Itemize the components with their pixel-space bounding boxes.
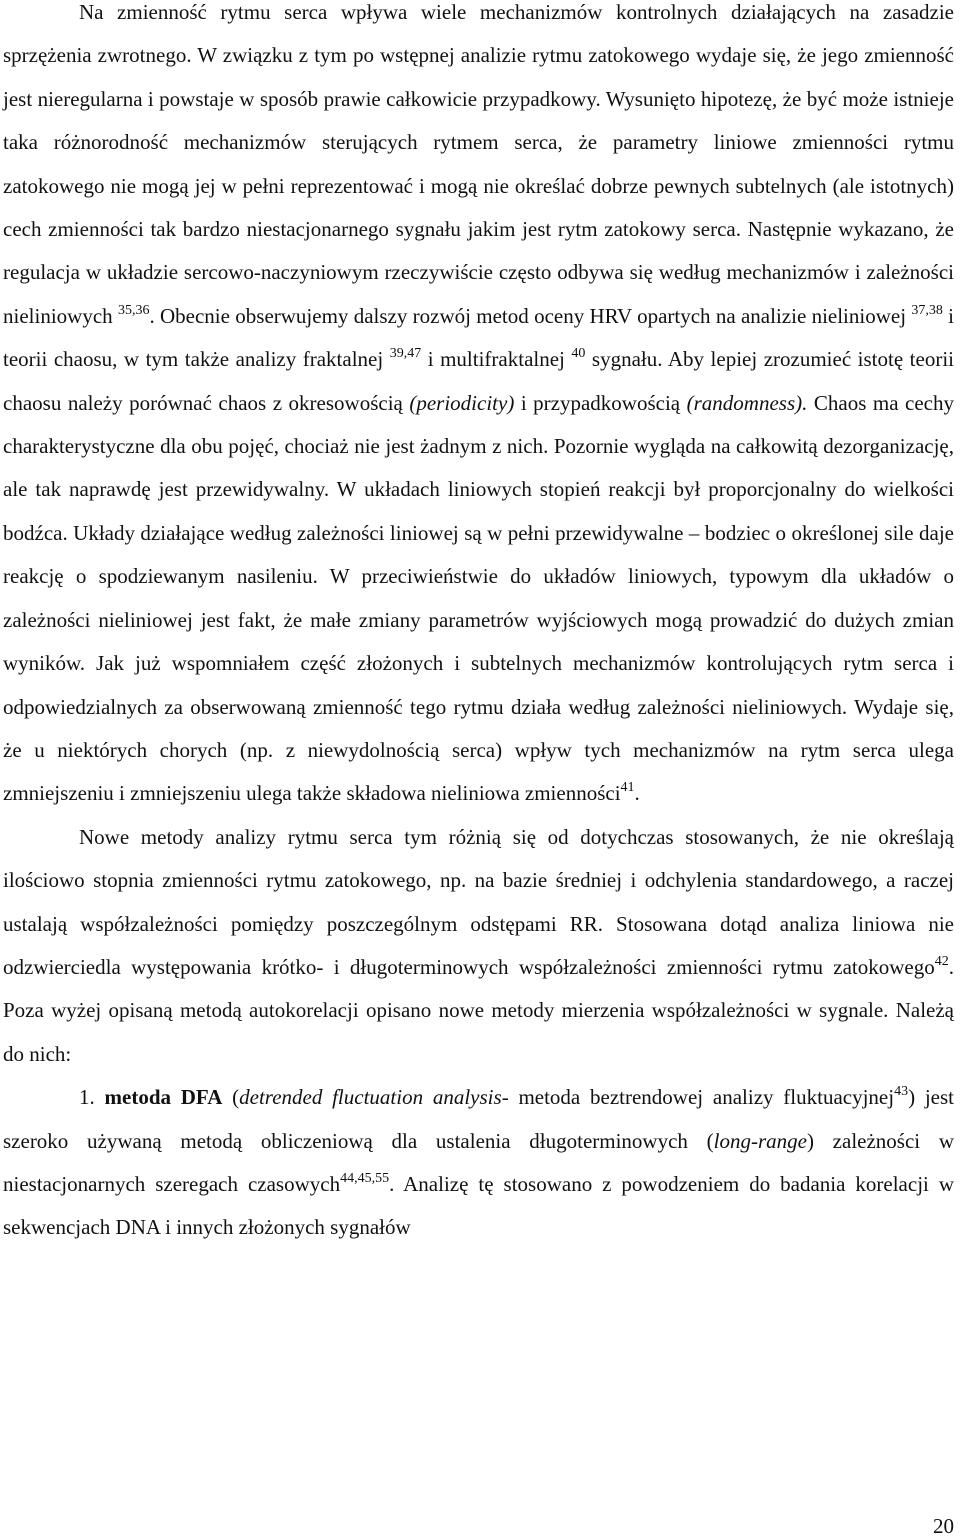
text-run: Nowe metody analizy rytmu serca tym różnią się od dotychczas stosowanych, że nie określają ilościowo stopnia zmienności rytmu zatokowego, np. na bazie średniej i odchylenia standardowego, a raczej ustalają współzależności pomiędzy poszczególnym odstępami RR. Stosowana dotąd analiza liniowa nie odzwierciedla występowania krótko- i długoterminowych współzależności zmienności rytmu zatokowego (3, 824, 954, 979)
text-run: - metoda beztrendowej analizy fluktuacyjnej (501, 1085, 895, 1110)
paragraph-2 (3, 816, 954, 1076)
text-run: . Obecnie obserwujemy dalszy rozwój metod oceny HRV opartych na analizie nieliniowej (149, 303, 912, 328)
text-run: Na zmienność rytmu serca wpływa wiele mechanizmów kontrolnych działających na zasadzie sprzężenia zwrotnego. W związku z tym po wstępnej analizie rytmu zatokowego wydaje się, że jego zmienność jest nieregularna i powstaje w sposób prawie całkowicie przypadkowy. Wysunięto hipotezę, że być może istnieje taka różnorodność mechanizmów sterujących rytmem serca, że parametry liniowe zmienności rytmu zatokowego nie mogą jej w pełni reprezentować i mogą nie określać dobrze pewnych subtelnych (ale istotnych) cech zmienności tak bardzo niestacjonarnego sygnału jakim jest rytm zatokowy serca. Następnie wykazano, że regulacja w układzie sercowo-naczyniowym rzeczywiście często odbywa się według mechanizmów i zależności nieliniowych (3, 0, 954, 328)
paragraph-1 (3, 0, 954, 816)
document-body (3, 0, 954, 1250)
bold-text: metoda DFA (104, 1085, 223, 1110)
page-number: 20 (933, 1514, 954, 1538)
italic-text: detrended fluctuation analysis (239, 1085, 502, 1110)
list-number: 1. (79, 1085, 105, 1110)
citation-superscript: 37,38 (911, 302, 943, 318)
citation-superscript: 42 (934, 953, 949, 969)
text-run: ) jest szeroko używaną metodą obliczeniową dla ustalenia długoterminowych ( (3, 1085, 954, 1153)
citation-superscript: 41 (620, 780, 635, 796)
text-run: i multifraktalnej (421, 347, 572, 372)
text-run: ) zależności w niestacjonarnych szeregach czasowych (3, 1128, 955, 1196)
citation-superscript: 35,36 (117, 302, 150, 318)
citation-superscript: 39,47 (389, 346, 422, 362)
text-run: i teorii chaosu, w tym także analizy fraktalnej (3, 303, 954, 372)
italic-text: (periodicity) (409, 390, 515, 415)
citation-superscript: 44,45,55 (340, 1170, 390, 1186)
text-run: Chaos ma cechy charakterystyczne dla obu pojęć, chociaż nie jest żadnym z nich. Pozornie wygląda na całkowitą dezorganizację, ale tak naprawdę jest przewidywalny. W układach liniowych stopień reakcji był proporcjonalny do wielkości bodźca. Układy działające według zależności liniowej są w pełni przewidywalne – bodziec o określonej sile daje reakcję o spodziewanym nasileniu. W przeciwieństwie do układów liniowych, typowym dla układów o zależności nieliniowej jest fakt, że małe zmiany parametrów wyjściowych mogą prowadzić do dużych zmian wyników. Jak już wspomniałem część złożonych i subtelnych mechanizmów kontrolujących rytm serca i odpowiedzialnych za obserwowaną zmienność tego rytmu działa według zależności nieliniowych. Wydaje się, że u niektórych chorych (np. z niewydolnością serca) wpływ tych mechanizmów na rytm serca ulega zmniejszeniu i zmniejszeniu ulega także składowa nieliniowa zmienności (3, 390, 954, 806)
list-item-1 (3, 1076, 954, 1250)
text-run: i przypadkowością (514, 390, 687, 415)
text-run: . Poza wyżej opisaną metodą autokorelacji opisano nowe metody mierzenia współzależności w sygnale. Należą do nich: (3, 954, 954, 1066)
citation-superscript: 43 (894, 1084, 909, 1100)
italic-text: (randomness). (686, 390, 808, 415)
text-run: ( (222, 1085, 240, 1110)
italic-text: long-range (713, 1128, 807, 1153)
text-run: . (634, 781, 640, 806)
text-run: sygnału. Aby lepiej zrozumieć istotę teorii chaosu należy porównać chaos z okresowością (3, 347, 954, 415)
text-run: . Analizę tę stosowano z powodzeniem do badania korelacji w sekwencjach DNA i innych złożonych sygnałów (3, 1171, 954, 1240)
citation-superscript: 40 (571, 346, 586, 362)
